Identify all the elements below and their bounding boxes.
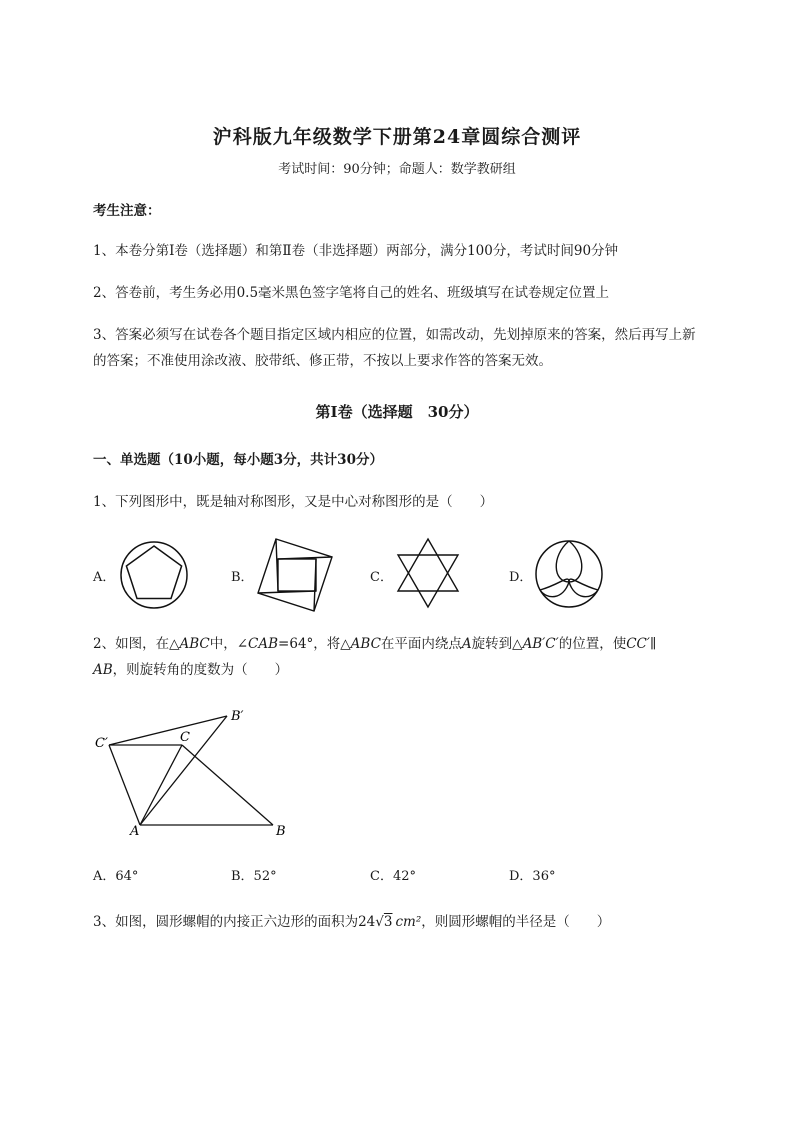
label-b-prime: B′ bbox=[231, 709, 244, 724]
q1-figure-b-pinwheel-squares bbox=[256, 537, 336, 613]
segment-c-a bbox=[140, 745, 182, 825]
label-c: C bbox=[180, 730, 190, 745]
notice-heading: 考生注意： bbox=[93, 203, 161, 219]
label-c-prime: C′ bbox=[95, 736, 108, 751]
page-title: 沪科版九年级数学下册第24章圆综合测评 bbox=[212, 126, 582, 148]
segment-c-prime-b-prime bbox=[109, 716, 227, 745]
question-2-line-2: AB，则旋转角的度数为（ ） bbox=[93, 662, 289, 678]
q1-figure-d-trefoil-in-circle bbox=[533, 538, 605, 610]
q1-option-d-label: D． bbox=[509, 570, 533, 585]
q1-option-b-label: B． bbox=[231, 570, 254, 585]
part-title: 一、单选题（10小题，每小题3分，共计30分） bbox=[93, 452, 383, 468]
label-a: A bbox=[130, 824, 140, 839]
q2-option-a: A．64° bbox=[93, 869, 139, 884]
q2-rotation-figure bbox=[90, 700, 305, 840]
notice-item-2: 2、答卷前，考生务必用0.5毫米黑色签字笔将自己的姓名、班级填写在试卷规定位置上 bbox=[93, 285, 610, 301]
q1-figure-c-hexagram bbox=[393, 537, 463, 609]
segment-c-prime-a bbox=[109, 745, 140, 825]
page-subtitle: 考试时间：90分钟；命题人：数学教研组 bbox=[278, 162, 516, 177]
segment-c-b bbox=[182, 745, 273, 825]
sqrt-symbol: √ bbox=[375, 914, 384, 930]
q2-option-b: B．52° bbox=[231, 869, 277, 884]
question-1-text: 1、下列图形中，既是轴对称图形，又是中心对称图形的是（ ） bbox=[93, 494, 494, 510]
q1-option-c-label: C． bbox=[370, 570, 393, 585]
q2-option-d: D．36° bbox=[509, 869, 556, 884]
question-3-text: 3、如图，圆形螺帽的内接正六边形的面积为24√3 cm²，则圆形螺帽的半径是（ ） bbox=[93, 914, 611, 930]
q1-figure-a-pentagon-in-circle bbox=[118, 539, 190, 611]
q1-option-a-label: A． bbox=[93, 570, 116, 585]
notice-item-3-cont: 的答案；不准使用涂改液、胶带纸、修正带，不按以上要求作答的答案无效。 bbox=[93, 353, 552, 369]
section-title: 第I卷（选择题 30分） bbox=[315, 403, 479, 421]
q2-option-c: C．42° bbox=[370, 869, 416, 884]
notice-item-1: 1、本卷分第I卷（选择题）和第Ⅱ卷（非选择题）两部分，满分100分，考试时间90分钟 bbox=[93, 243, 619, 259]
label-b: B bbox=[276, 824, 286, 839]
question-2-line-1: 2、如图，在△ABC中，∠CAB=64°，将△ABC在平面内绕点A旋转到△AB′C′的位置，使CC′∥ bbox=[93, 636, 657, 652]
notice-item-3: 3、答案必须写在试卷各个题目指定区域内相应的位置，如需改动，先划掉原来的答案，然后再写上新 bbox=[93, 327, 696, 343]
